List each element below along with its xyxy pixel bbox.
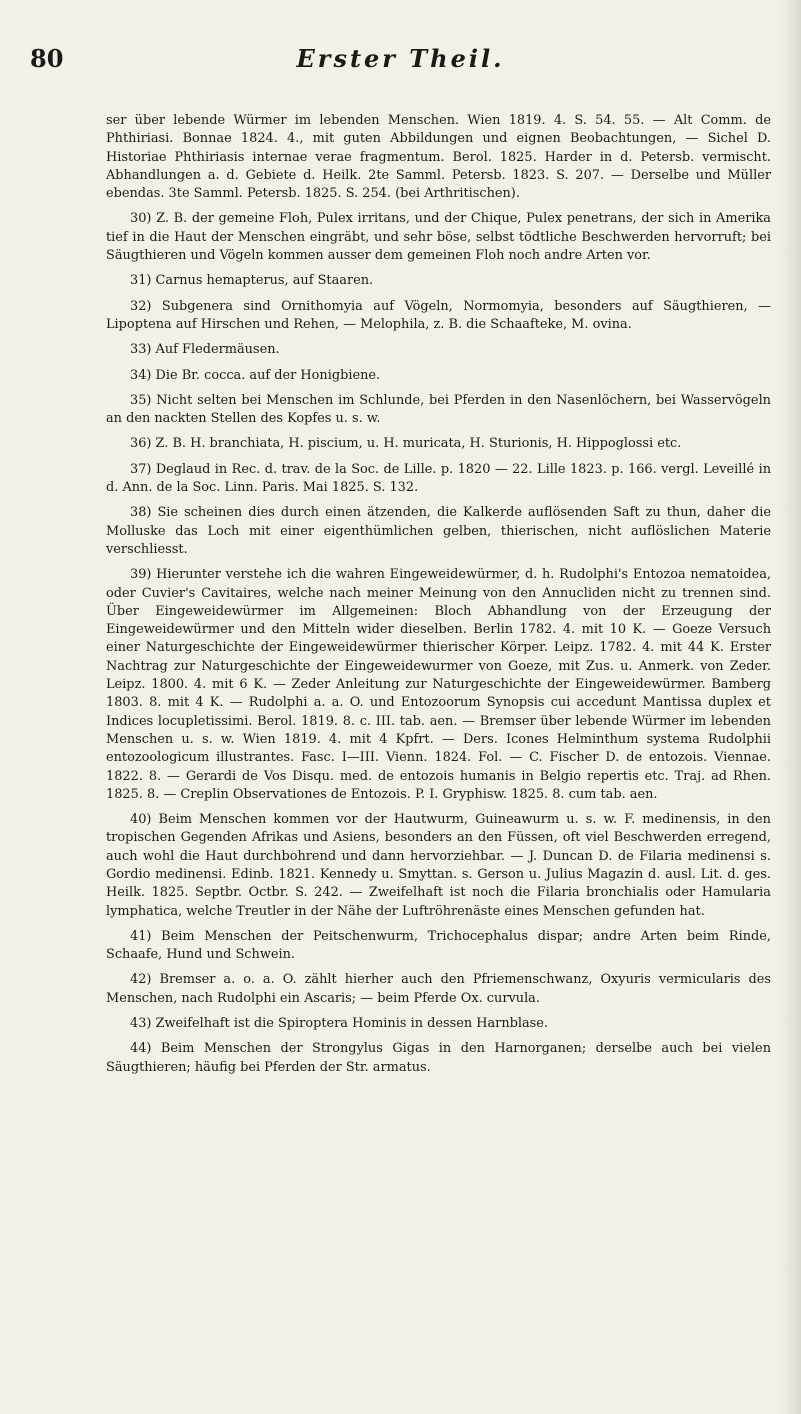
footnote-35: 35) Nicht selten bei Menschen im Schlunde, bei Pferden in den Nasenlöchern, bei Wasservögeln an den nackten Stellen des Kopfes u. s. w. xyxy=(106,392,771,427)
footnote-39: 39) Hierunter verstehe ich die wahren Eingeweidewürmer, d. h. Rudolphi's Entozoa nematoidea, oder Cuvier's Cavitaires, welche nach meiner Meinung von den Annucliden nicht zu trennen sind. Über Eingeweidewürmer im Allgemeinen: Bloch Abhandlung von der Erzeugung der Eingeweidewürmer und den Mitteln wider dieselben. Berlin 1782. 4. mit 10 K. — Goeze Versuch einer Naturgeschichte der Eingeweidewürmer thierischer Körper. Leipz. 1782. 4. mit 44 K. Erster Nachtrag zur Naturgeschichte der Eingeweidewurmer von Goeze, mit Zus. u. Anmerk. von Zeder. Leipz. 1800. 4. mit 6 K. — Zeder Anleitung zur Naturgeschichte der Eingeweidewürmer. Bamberg 1803. 8. mit 4 K. — Rudolphi a. a. O. und Entozoorum Synopsis cui accedunt Mantissa duplex et Indices locupletissimi. Berol. 1819. 8. c. III. tab. aen. — Bremser über lebende Würmer im lebenden Menschen u. s. w. Wien 1819. 4. mit 4 Kpfrt. — Ders. Icones Helminthum systema Rudolphii entozoologicum illustrantes. Fasc. I—III. Vienn. 1824. Fol. — C. Fischer D. de entozois. Viennae. 1822. 8. — Gerardi de Vos Disqu. med. de entozois humanis in Belgio repertis etc. Traj. ad Rhen. 1825. 8. — Creplin Observationes de Entozois. P. I. Gryphisw. 1825. 8. cum tab. aen. xyxy=(106,567,771,802)
footnote-32: 32) Subgenera sind Ornithomyia auf Vögeln, Normomyia, besonders auf Säugthieren, — Lipoptena auf Hirschen und Rehen, — Melophila, z. B. die Schaafteke, M. ovina. xyxy=(106,298,771,332)
footnote-34: 34) Die Br. cocca. auf der Honigbiene. xyxy=(130,367,381,383)
footnote-41: 41) Beim Menschen der Peitschenwurm, Trichocephalus dispar; andre Arten beim Rinde, Schaafe, Hund und Schwein. xyxy=(106,928,771,963)
footnotes-body xyxy=(106,112,771,1084)
footnote-38: 38) Sie scheinen dies durch einen ätzenden, die Kalkerde auflösenden Saft zu thun, daher die Molluske das Loch mit einer eigenthümlichen gelben, thierischen, nicht auflöslichen Materie verschliesst. xyxy=(106,505,771,557)
page-number: 80 xyxy=(30,44,64,73)
footnote-42: 42) Bremser a. o. a. O. zählt hierher auch den Pfriemenschwanz, Oxyuris vermicularis des Menschen, nach Rudolphi ein Ascaris; — beim Pferde Ox. curvula. xyxy=(106,972,771,1006)
footnote-33: 33) Auf Fledermäusen. xyxy=(130,342,280,358)
footnote-30: 30) Z. B. der gemeine Floh, Pulex irritans, und der Chique, Pulex penetrans, der sich in Amerika tief in die Haut der Menschen eingräbt, und sehr böse, selbst tödtliche Beschwerden hervorruft; bei Säugthieren und Vögeln kommen ausser dem gemeinen Floh noch andre Arten vor. xyxy=(106,211,771,264)
footnote-37: 37) Deglaud in Rec. d. trav. de la Soc. de Lille. p. 1820 — 22. Lille 1823. p. 166. vergl. Leveillé in d. Ann. de la Soc. Linn. Paris. Mai 1825. S. 132. xyxy=(106,461,771,496)
page-edge-shadow xyxy=(779,0,801,1414)
footnote-44: 44) Beim Menschen der Strongylus Gigas in den Harnorganen; derselbe auch bei vielen Säugthieren; häufig bei Pferden der Str. armatus. xyxy=(106,1041,771,1075)
footnote-31: 31) Carnus hemapterus, auf Staaren. xyxy=(130,273,374,289)
footnote-36: 36) Z. B. H. branchiata, H. piscium, u. H. muricata, H. Sturionis, H. Hippoglossi etc. xyxy=(130,436,682,452)
page-header xyxy=(30,44,771,84)
footnote-43: 43) Zweifelhaft ist die Spiroptera Hominis in dessen Harnblase. xyxy=(130,1016,549,1032)
running-title: Erster Theil. xyxy=(296,44,505,73)
footnote-40: 40) Beim Menschen kommen vor der Hautwurm, Guineawurm u. s. w. F. medinensis, in den tropischen Gegenden Afrikas und Asiens, besonders an den Füssen, oft viel Beschwerden erregend, auch wohl die Haut durchbohrend und dann hervorziehbar. — J. Duncan D. de Filaria medinensi s. Gordio medinensi. Edinb. 1821. Kennedy u. Smyttan. s. Gerson u. Julius Magazin d. ausl. Lit. d. ges. Heilk. 1825. Septbr. Octbr. S. 242. — Zweifelhaft ist noch die Filaria bronchialis oder Hamularia lymphatica, welche Treutler in der Nähe der Luftröhrenäste eines Menschen gefunden hat. xyxy=(106,812,771,919)
footnote-continuation: ser über lebende Würmer im lebenden Menschen. Wien 1819. 4. S. 54. 55. — Alt Comm. de Phthiriasi. Bonnae 1824. 4., mit guten Abbildungen und eignen Beobachtungen, — Sichel D. Historiae Phthiriasis internae verae fragmentum. Berol. 1825. Harder in d. Petersb. vermischt. Abhandlungen a. d. Gebiete d. Heilk. 2te Samml. Petersb. 1823. S. 207. — Derselbe und Müller ebendas. 3te Samml. Petersb. 1825. S. 254. (bei Arthritischen). xyxy=(106,113,771,202)
